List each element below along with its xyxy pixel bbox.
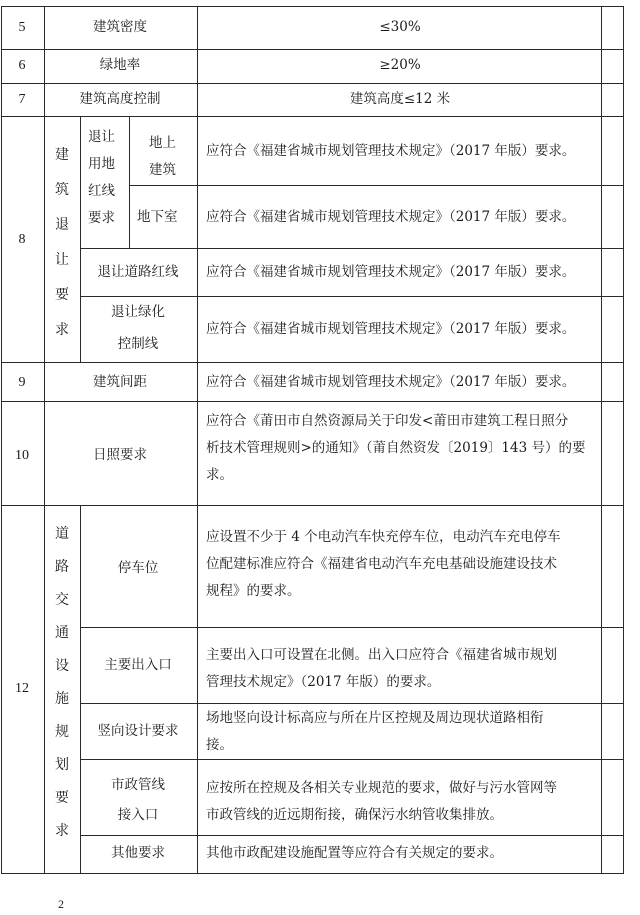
requirement-text: 建筑高度≤12 米 [349,91,451,107]
requirement-line: 场地竖向设计标高应与所在片区控规及周边现状道路相衔 [206,710,544,726]
requirement-text: 应符合《福建省城市规划管理技术规定》（2017 年版）要求。 [206,374,576,390]
rule [197,6,198,874]
rule [1,6,624,7]
rule [80,116,81,363]
requirement-line: 应按所在控规及各相关专业规范的要求，做好与污水管网等 [206,780,557,796]
category-label-vertical: 道 路 交 通 设 施 规 划 要 求 [55,526,69,839]
requirement-line: 析技术管理规则>的通知》（莆自然资发〔2019〕143 号）的要 [206,440,586,456]
category-label-vertical: 建 筑 退 让 要 求 [55,147,69,338]
rule [80,248,624,249]
page-number: 2 [58,897,64,911]
row-number: 10 [15,448,29,463]
sub-label: 地下室 [137,209,178,225]
requirement-paragraph [206,408,585,489]
requirement-text: ≥20% [379,57,421,73]
requirement-line: 应设置不少于 4 个电动汽车快充停车位，电动汽车充电停车 [206,529,561,545]
rule [1,49,624,50]
requirement-line: 主要出入口可设置在北侧。出入口应符合《福建省城市规划 [206,647,557,663]
requirement-line: 位配建标准应符合《福建省电动汽车充电基础设施建设技术 [206,556,557,572]
rule [80,835,624,836]
requirement-text: 应符合《福建省城市规划管理技术规定》（2017 年版）要求。 [206,143,576,159]
rule [1,6,2,874]
requirement-line: 规程》的要求。 [206,583,301,599]
sub-label: 退让道路红线 [97,264,179,280]
rule [1,362,624,363]
rule [129,116,130,249]
requirement-line: 应符合《莆田市自然资源局关于印发<莆田市建筑工程日照分 [206,413,569,429]
rule [1,401,624,402]
requirement-text: 其他市政配建设施配置等应符合有关规定的要求。 [206,845,503,861]
rule [1,505,624,506]
item-label: 绿地率 [99,57,141,73]
sub-label: 市政管线 [111,777,165,793]
rule [1,116,624,117]
requirement-line: 市政管线的近远期衔接，确保污水纳管收集排放。 [206,807,503,823]
requirement-line: 求。 [206,467,233,483]
rule [80,627,624,628]
sub-label: 主要出入口 [104,657,172,673]
rule [44,6,45,874]
rule [601,6,602,874]
row-number: 8 [18,232,26,247]
sub-label: 竖向设计要求 [97,723,179,739]
sub-label: 退让绿化 [111,304,165,320]
requirement-paragraph [206,642,557,696]
rule [1,873,624,874]
rule [197,185,624,186]
rule [80,505,81,874]
requirement-paragraph [206,705,544,759]
item-label: 建筑密度 [93,19,147,35]
requirement-text: 应符合《福建省城市规划管理技术规定》（2017 年版）要求。 [206,321,576,337]
rule [129,185,197,186]
sub-label: 接入口 [117,807,159,823]
sub-label: 停车位 [117,560,159,576]
requirement-paragraph [206,524,561,605]
rule [80,703,624,704]
sub-label: 控制线 [117,336,159,352]
row-number: 7 [18,92,26,107]
requirement-text: 应符合《福建省城市规划管理技术规定》（2017 年版）要求。 [206,209,576,225]
item-label: 建筑高度控制 [79,91,161,107]
row-number: 6 [18,58,26,73]
requirement-paragraph [206,775,557,829]
row-number: 12 [15,681,29,696]
requirement-line: 接。 [206,737,233,753]
row-number: 9 [18,375,26,390]
rule [80,296,624,297]
rule [1,83,624,84]
requirement-text: 应符合《福建省城市规划管理技术规定》（2017 年版）要求。 [206,264,576,280]
sub-label-text: 退让 用地 红线 要求 [88,129,115,226]
rule [80,759,624,760]
sub-label [88,124,115,232]
row-number: 5 [18,20,26,35]
requirement-text: ≤30% [379,19,421,35]
item-label: 建筑间距 [93,374,147,390]
item-label: 日照要求 [93,447,147,463]
sub-label: 地上建筑 [149,135,176,178]
sub-label: 其他要求 [111,845,165,861]
rule [623,6,624,874]
requirement-line: 管理技术规定》（2017 年版）的要求。 [206,674,441,690]
